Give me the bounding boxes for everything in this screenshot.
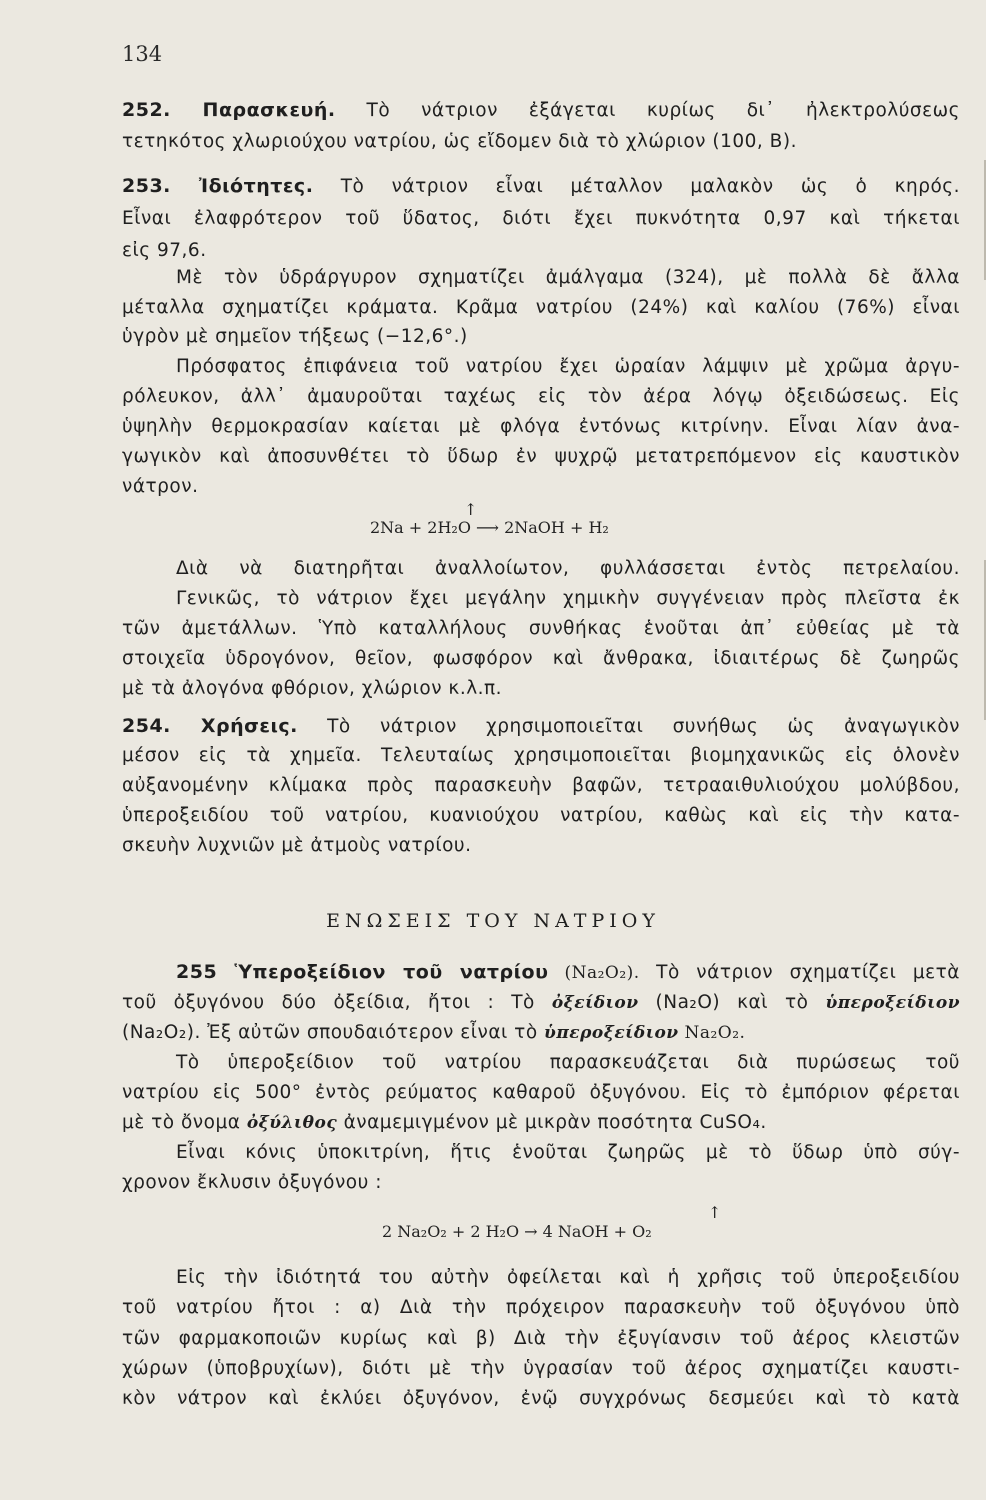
section-title: ΕΝΩΣΕΙΣ ΤΟΥ ΝΑΤΡΙΟΥ [326,910,660,932]
text-line: τῶν ἀμετάλλων. Ὑπὸ καταλλήλους συνθήκας ἑνοῦται ἀπ᾽ εὐθείας μὲ τὰ [122,618,960,639]
text-line: νατρίου εἰς 500° ἐντὸς ρεύματος καθαροῦ ὀξυγόνου. Εἰς τὸ ἐμπόριον φέρεται [122,1082,960,1103]
equation-peroxide-water: 2 Na₂O₂ + 2 H₂O → 4 NaOH + O₂ [382,1222,652,1241]
heading-253: 253. Ἰδιότητες. [122,175,314,197]
text-line: μέσον εἰς τὰ χημεῖα. Τελευταίως χρησιμοποιεῖται βιομηχανικῶς εἰς ὁλονὲν [122,745,960,766]
text-line: ρόλευκον, ἀλλ᾽ ἀμαυροῦται ταχέως εἰς τὸν ἀέρα λόγῳ ὀξειδώσεως. Εἰς [122,386,960,407]
text-line: 254. Χρήσεις. Τὸ νάτριον χρησιμοποιεῖται συνήθως ὡς ἀναγωγικὸν [122,715,960,737]
heading-254: 254. Χρήσεις. [122,715,298,737]
heading-252: 252. Παρασκευή. [122,99,336,121]
gas-arrow-icon: ↑ [464,500,478,519]
text-line: μὲ τὸ ὄνομα ὀξύλιθος ἀναμεμιγμένον μὲ μικρὰν ποσότητα CuSO₄. [122,1112,767,1133]
text-line: ὑγρὸν μὲ σημεῖον τήξεως (−12,6°.) [122,326,468,347]
text-line: 252. Παρασκευή. Τὸ νάτριον ἐξάγεται κυρίως δι᾽ ἠλεκτρολύσεως [122,99,960,121]
text-line: ὑψηλὴν θερμοκρασίαν καίεται μὲ φλόγα ἐντόνως κιτρίνην. Εἶναι λίαν ἀνα- [122,416,960,437]
text-line: (Na₂O₂). Ἐξ αὐτῶν σπουδαιότερον εἶναι τὸ ὑπεροξείδιον Na₂O₂. [122,1022,746,1043]
text-line: 255 Ὑπεροξείδιον τοῦ νατρίου (Na₂O₂). Τὸ νάτριον σχηματίζει μετὰ [176,961,961,983]
gas-arrow-icon: ↑ [708,1203,722,1222]
text-line: χρονον ἔκλυσιν ὀξυγόνου : [122,1172,382,1193]
text-line: σκευὴν λυχνιῶν μὲ ἀτμοὺς νατρίου. [122,835,472,856]
text-line: μὲ τὰ ἀλογόνα φθόριον, χλώριον κ.λ.π. [122,678,503,699]
term-oxylith: ὀξύλιθος [246,1113,338,1133]
text-line: Εἶναι κόνις ὑποκιτρίνη, ἥτις ἑνοῦται ζωηρῶς μὲ τὸ ὕδωρ ὑπὸ σύγ- [176,1142,960,1163]
text-line: αὐξανομένην κλίμακα πρὸς παρασκευὴν βαφῶν, τετρααιθυλιούχου μολύβδου, [122,775,960,796]
heading-255: 255 Ὑπεροξείδιον τοῦ νατρίου [176,961,549,983]
text-line: Τὸ ὑπεροξείδιον τοῦ νατρίου παρασκευάζεται διὰ πυρώσεως τοῦ [176,1052,960,1073]
text-line: νάτρον. [122,476,199,497]
text-line: τετηκότος χλωριούχου νατρίου, ὡς εἴδομεν διὰ τὸ χλώριον (100, Β). [122,131,797,152]
text-line: τῶν φαρμακοποιῶν κυρίως καὶ β) Διὰ τὴν ἐξυγίανσιν τοῦ ἀέρος κλειστῶν [122,1328,960,1349]
text-line: τοῦ νατρίου ἤτοι : α) Διὰ τὴν πρόχειρον παρασκευὴν τοῦ ὀξυγόνου ὑπὸ [122,1297,960,1318]
text-line: τοῦ ὀξυγόνου δύο ὀξείδια, ἤτοι : Τὸ ὀξείδιον (Na₂O) καὶ τὸ ὑπεροξείδιον [122,992,960,1013]
text-line: Εἰς τὴν ἰδιότητά του αὐτὴν ὀφείλεται καὶ ἡ χρῆσις τοῦ ὑπεροξειδίου [176,1267,960,1288]
term-oxide: ὀξείδιον [551,993,639,1013]
text-line: Πρόσφατος ἐπιφάνεια τοῦ νατρίου ἔχει ὡραίαν λάμψιν μὲ χρῶμα ἀργυ- [176,356,960,377]
text-line: κὸν νάτρον καὶ ἐκλύει ὀξυγόνον, ἐνῷ συγχρόνως δεσμεύει καὶ τὸ κατὰ [122,1388,960,1409]
term-peroxide: ὑπεροξείδιον [825,993,960,1013]
page-number: 134 [122,42,163,66]
text-line: μέταλλα σχηματίζει κράματα. Κρᾶμα νατρίου (24%) καὶ καλίου (76%) εἶναι [122,297,960,318]
text-line: εἰς 97,6. [122,240,207,261]
text-line: Εἶναι ἐλαφρότερον τοῦ ὕδατος, διότι ἔχει πυκνότητα 0,97 καὶ τήκεται [122,208,960,229]
text-line: Γενικῶς, τὸ νάτριον ἔχει μεγάλην χημικὴν συγγένειαν πρὸς πλεῖστα ἐκ [176,588,960,609]
text-line: στοιχεῖα ὑδρογόνον, θεῖον, φωσφόρον καὶ ἄνθρακα, ἰδιαιτέρως δὲ ζωηρῶς [122,648,960,669]
text-line: χώρων (ὑποβρυχίων), διότι μὲ τὴν ὑγρασίαν τοῦ ἀέρος σχηματίζει καυστι- [122,1358,960,1379]
text-line: γωγικὸν καὶ ἀποσυνθέτει τὸ ὕδωρ ἐν ψυχρῷ μετατρεπόμενον εἰς καυστικὸν [122,446,960,467]
term-peroxide: ὑπεροξείδιον [544,1023,679,1043]
text-line: 253. Ἰδιότητες. Τὸ νάτριον εἶναι μέταλλον μαλακὸν ὡς ὁ κηρός. [122,175,960,197]
text-line: ὑπεροξειδίου τοῦ νατρίου, κυανιούχου νατρίου, καθὼς καὶ εἰς τὴν κατα- [122,805,960,826]
text-line: Διὰ νὰ διατηρῆται ἀναλλοίωτον, φυλλάσσεται ἐντὸς πετρελαίου. [176,558,960,579]
equation-sodium-water: 2Na + 2H₂O ⟶ 2NaOH + H₂ [370,518,609,537]
text-line: Μὲ τὸν ὑδράργυρον σχηματίζει ἀμάλγαμα (324), μὲ πολλὰ δὲ ἄλλα [176,267,960,288]
